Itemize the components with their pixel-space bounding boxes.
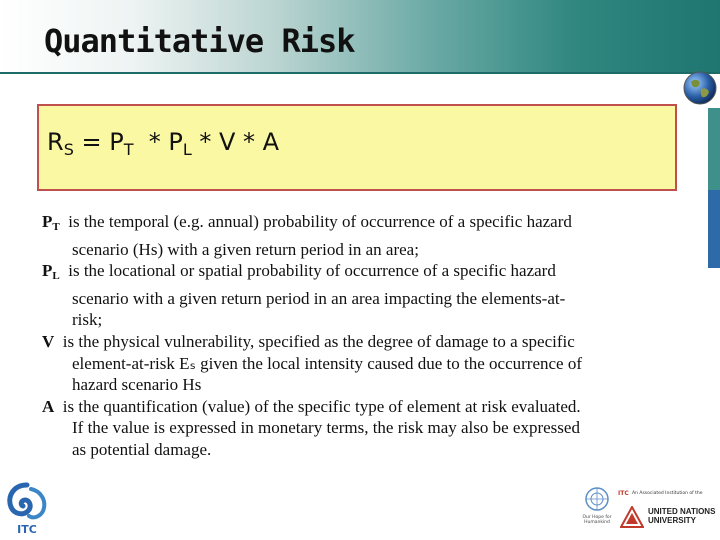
- definition-pt: $P_T$ is the temporal (e.g. annual) probability of occurrence of a specific hazard scenario (Hs) with a given return period in an area;: [42, 212, 572, 259]
- globe-icon: [682, 70, 718, 106]
- risk-formula: $R_S = P_T * P_L * V * A$: [47, 128, 280, 159]
- un-caption: Our Hope for Humankind: [582, 515, 612, 525]
- itc-affiliation-text: An Associated Institution of the: [632, 491, 703, 496]
- formula-box: [37, 104, 677, 191]
- slide-title: Quantitative Risk: [44, 22, 355, 60]
- un-emblem-icon: [584, 486, 610, 512]
- definition-v: V is the physical vulnerability, specified as the degree of damage to a specific element-at-risk Eₛ given the local intensity caused due to the occurrence of hazard scenario Hs: [42, 331, 582, 395]
- definition-pl: $P_L$ is the locational or spatial probability of occurrence of a specific hazard scenario with a given return period in an area impacting the elements-at- risk;: [42, 261, 566, 330]
- itc-small-label: ITC: [618, 490, 629, 497]
- header-divider: [0, 72, 720, 74]
- unu-name: UNITED NATIONS UNIVERSITY: [648, 507, 716, 525]
- itc-logo: [3, 481, 51, 537]
- un-affiliation-logos: [580, 482, 718, 532]
- side-accent-blue: [708, 190, 720, 268]
- side-accent-teal: [708, 108, 720, 190]
- unu-logo-icon: [620, 506, 644, 528]
- definitions-list: [42, 211, 702, 461]
- itc-logo-text: ITC: [17, 523, 37, 536]
- definition-a: A is the quantification (value) of the specific type of element at risk evaluated. If the value is expressed in monetary terms, the risk may also be expressed as potential damage.: [42, 396, 581, 459]
